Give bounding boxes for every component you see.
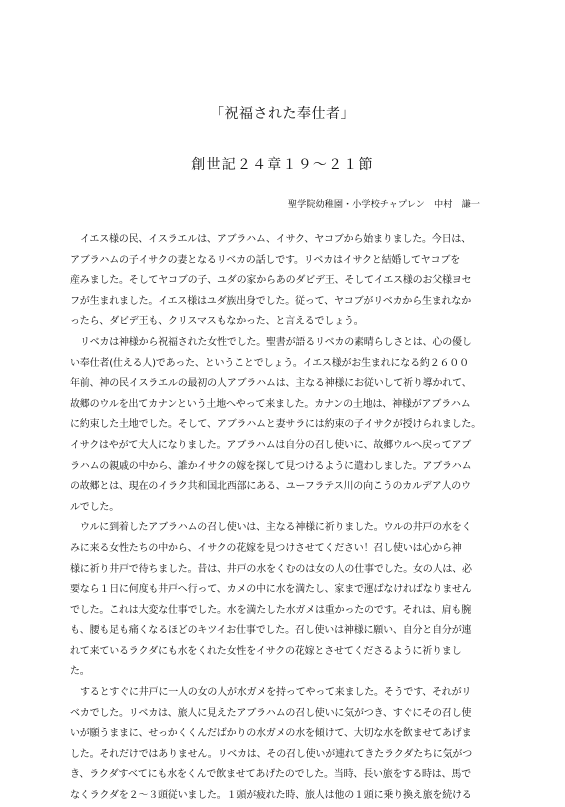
text-line: した。それだけではありません。リベカは、その召し使いが連れてきたラクダたちに気がつ [70,748,472,760]
text-line: ラハムの親戚の中から、誰かイサクの嫁を探して見つけるように遣わしました。アブラハム [70,460,472,472]
text-line: ウルに到着したアブラハムの召し使いは、主なる神様に祈りました。ウルの井戸の水をく [80,522,472,534]
text-line: 年前、神の民イスラエルの最初の人アブラハムは、主なる神様にお従いして祈り導かれて、 [70,378,472,390]
paragraph [70,333,490,518]
text-line: れて来ているラクダにも水をくれた女性をイサクの花嫁とさせてくださるように祈りまし [70,645,462,657]
text-line: い奉仕者(仕える人)であった、ということでしょう。イエス様がお生まれになる約２６００ [70,357,469,369]
author-line: 聖学院幼稚園・小学校チャプレン 中村 謙一 [287,199,480,210]
text-line: イサクはやがて大人になりました。アブラハムは自分の召し使いに、故郷ウルへ戻ってアブ [70,439,472,451]
text-line: き、ラクダすべてにも水をくんで飲ませてあげたのでした。当時、長い旅をする時は、馬で [70,769,471,781]
paragraph [70,230,490,333]
text-line: ルでした。 [70,501,119,513]
text-line: 故郷のウルを出てカナンという土地へやって来ました。カナンの土地は、神様がアブラハム [70,398,471,410]
text-line: の故郷とは、現在のイラク共和国北西部にある、ユーフラテス川の向こうのカルデア人のウ [70,481,471,493]
text-line: ったら、ダビデ王も、クリスマスもなかった、と言えるでしょう。 [70,316,364,328]
text-line: リベカは神様から祝福された女性でした。聖書が語るリベカの素晴らしさとは、心の優し [80,336,472,348]
scripture-reference: 創世記２４章１９～２１節 [191,157,374,173]
sermon-title: 「祝福された奉仕者」 [210,106,355,122]
text-line: なくラクダを２～３頭従いました。１頭が疲れた時、旅人は他の１頭に乗り換え旅を続ける [70,790,472,802]
text-line: た。 [70,666,90,678]
text-line: いが願うままに、せっかくくんだばかりの水ガメの水を傾けて、大切な水を飲ませてあげま [70,728,472,740]
text-line: も、腰も足も痛くなるほどのキツイお仕事でした。召し使いは神様に願い、自分と自分が連 [70,625,472,637]
text-line: ベカでした。リベカは、旅人に見えたアブラハムの召し使いに気がつき、すぐにその召し使 [70,707,472,719]
text-line: 様に祈り井戸で待ちました。昔は、井戸の水をくむのは女の人の仕事でした。女の人は、必 [70,563,472,575]
text-line: でした。これは大変な仕事でした。水を満たした水ガメは重かったのです。それは、肩も腕 [70,604,471,616]
text-line: みに来る女性たちの中から、イサクの花嫁を見つけさせてください！召し使いは心から神 [70,542,462,554]
text-line: 要なら１日に何度も井戸へ行って、カメの中に水を満たし、家まで運ばなければなりません [70,584,472,596]
text-line: するとすぐに井戸に一人の女の人が水ガメを持ってやって来ました。そうです、それがリ [80,687,472,699]
text-line: に約束した土地でした。そして、アブラハムと妻サラには約束の子イサクが授けられました。 [70,419,481,431]
paragraph [70,683,490,807]
text-line: 産みました。そしてヤコブの子、ユダの家からあのダビデ王、そしてイエス様のお父様ヨセ [70,275,472,287]
text-line: イエス様の民、イスラエルは、アブラハム、イサク、ヤコブから始まりました。今日は、 [80,234,471,245]
body-text [70,230,490,807]
text-line: フが生まれました。イエス様はユダ族出身でした。従って、ヤコブがリベカから生まれなか [70,295,471,307]
text-line: アブラハムの子イサクの妻となるリベカの話しです。リベカはイサクと結婚してヤコブを [70,254,460,266]
paragraph [70,518,490,683]
